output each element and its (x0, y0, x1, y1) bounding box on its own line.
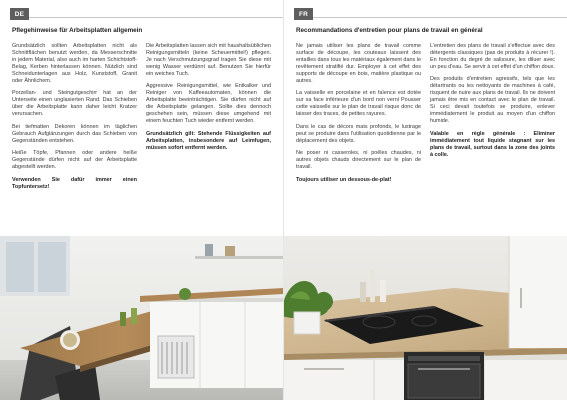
paragraph: Des produits d'entretien agressifs, tels que les détartrants ou les nettoyants de machines à café, risquent de nuire aux plans de travail. Ils ne doivent jamais être mis en contact avec le plan de travail. Si ceci devait toutefois se produire, enlever immédiatement le produit au moyen d'un chiffon humide. (430, 76, 555, 125)
paragraph: La vaisselle en porcelaine et en faïence est dotée sur sa face inférieure d'un bord non verni Pousser cette vaisselle sur le plan de travail risque donc de laisser des traces, de petites rayures. (296, 90, 421, 118)
kitchen-photo-cooktop (284, 236, 567, 400)
section-heading-de: Pflegehinweise für Arbeitsplatten allgemein (12, 27, 143, 34)
header-rule (313, 17, 567, 18)
section-heading-fr: Recommandations d'entretien pour plans de travail en général (296, 27, 483, 34)
header-rule (29, 17, 283, 18)
text-column-de-2 (146, 43, 271, 157)
paragraph: Ne jamais utiliser les plans de travail comme surface de découpe, les couteaux laissent des entailles dans tous les matériaux également dans le revêtement stratifié dur. Employer à cet effet des supports de découpe en bois, matière plastique ou autres. (296, 43, 421, 84)
lang-badge-de: DE (10, 8, 29, 20)
right-page-fr (284, 0, 567, 400)
paragraph: Bei tiefmatten Dekoren können im täglichen Gebrauch Aufglänzungen durch das Schieben von Gegenständen entstehen. (12, 123, 137, 144)
paragraph: Porzellan- und Steingutgeschirr hat an der Unterseite einen unglasierten Rand. Das Schieben über die Arbeitsplatte kann daher leicht Kratzer verursachen. (12, 90, 137, 118)
paragraph: Aggressive Reinigungsmittel, wie Entkalker und Reiniger von Kaffeeautomaten, können die Arbeitsplatte beeinträchtigen. Sie dürfen nicht auf die Arbeitsplatte gelangen. Sollte dies dennoch geschehen sein, müssen diese umgehend mit einem feuchten Tuch wieder entfernt werden. (146, 83, 271, 125)
left-page-de (0, 0, 283, 400)
paragraph-emphasis: Toujours utiliser un dessous-de-plat! (296, 176, 392, 183)
lang-badge-fr: FR (294, 8, 313, 20)
paragraph: Grundsätzlich sollten Arbeitsplatten nicht als Schnittflächen benutzt werden, da Messerschnitte in jedem Material, also auch im harten Schichtstoff-Belag, Kerben hinterlassen können. Nützlich sind Schneidunterlagen aus Holz, Kunststoff, Granit oder Ähnlichem. (12, 43, 137, 84)
paragraph: Heiße Töpfe, Pfannen oder andere heiße Gegenstände dürfen nicht auf der Arbeitsplatte abgestellt werden. (12, 150, 137, 171)
paragraph: L'entretien des plans de travail s'effectue avec des détergents classiques (pas de produits à récurer !). En fonction du degré de salissure, les diluer avec un peu d'eau. Se servir à cet effet d'un chiffon doux. (430, 43, 555, 70)
text-column-de-1 (12, 43, 137, 196)
text-column-fr-2 (430, 43, 555, 164)
lang-header-de (0, 8, 283, 20)
paragraph: Die Arbeitsplatten lassen sich mit haushaltsüblichen Reinigungsmitteln (keine Scheuermittel!) pflegen. Je nach Verschmutzungsgrad tragen Sie diese mit wenig Wasser verdünnt auf. Benutzen Sie hierfür ein weiches Tuch. (146, 43, 271, 77)
lang-header-fr (284, 8, 567, 20)
paragraph: Ne poser ni casseroles, ni poêles chaudes, ni autres objets chauds directement sur le plan de travail. (296, 150, 421, 171)
paragraph-emphasis: Valable en règle générale : Eliminer immédiatement tout liquide stagnant sur les plans de travail, surtout dans la zone des joints à colle. (430, 130, 555, 158)
paragraph: Dans le cas de décors mats profonds, le lustrage peut se produire dans l'utilisation quotidienne par le déplacement des objets. (296, 123, 421, 144)
text-column-fr-1 (296, 43, 421, 189)
kitchen-photo-dining (0, 236, 283, 400)
paragraph-emphasis: Grundsätzlich gilt: Stehende Flüssigkeiten auf Arbeitsplatten, insbesondere auf Leimfugen, müssen sofort entfernt werden. (146, 130, 271, 151)
paragraph-emphasis: Verwenden Sie dafür immer einen Topfuntersetz! (12, 176, 137, 190)
